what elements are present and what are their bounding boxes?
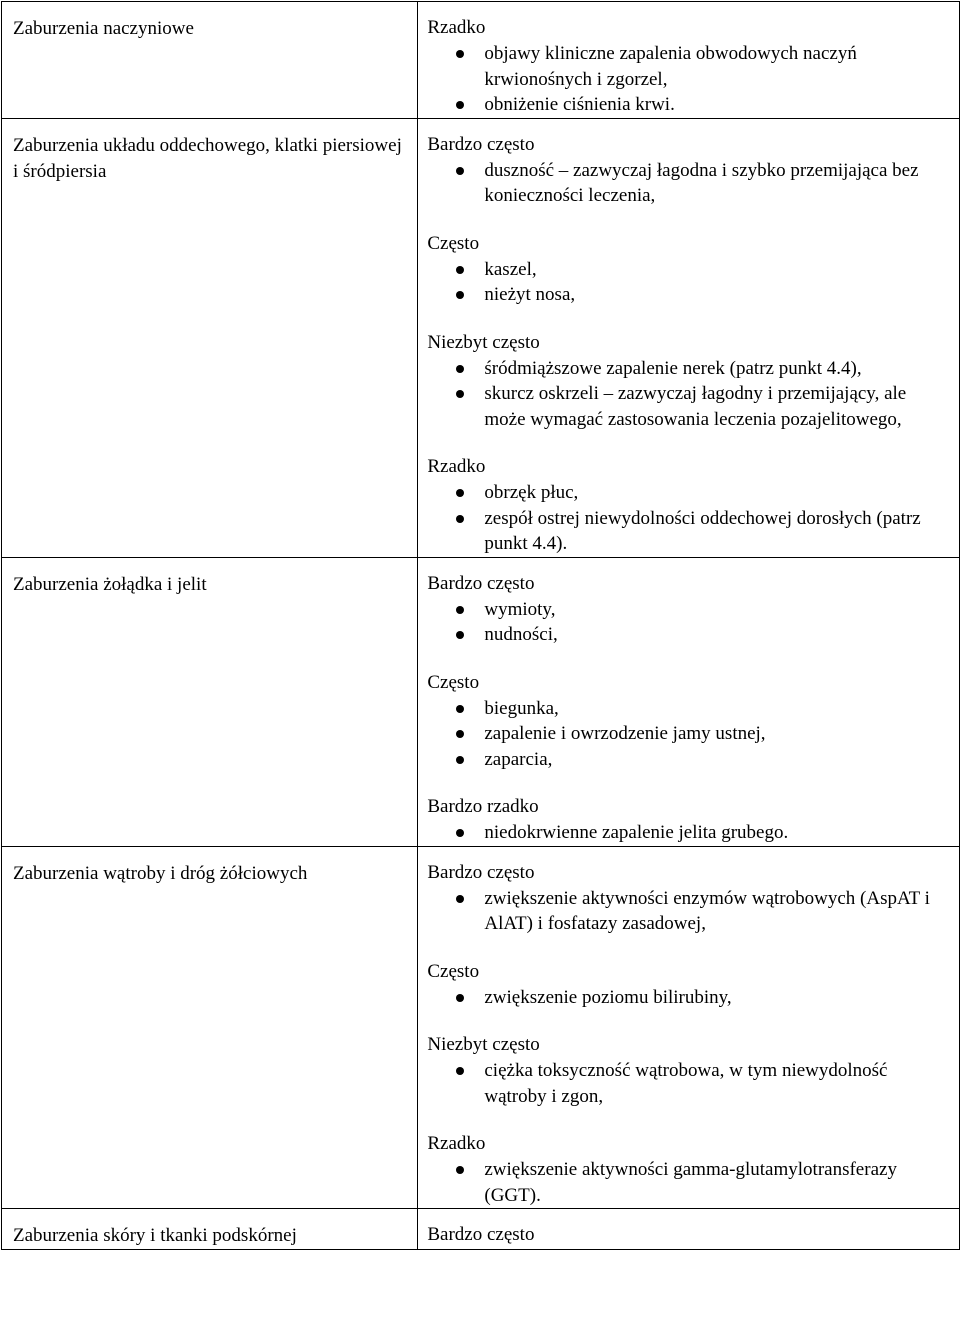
category-label: Zaburzenia układu oddechowego, klatki piersiowej i śródpiersia [13, 134, 402, 182]
list-item: biegunka, [484, 696, 951, 722]
frequency-group [427, 860, 951, 937]
category-label: Zaburzenia skóry i tkanki podskórnej [13, 1225, 297, 1246]
frequency-group [427, 794, 951, 846]
table-row [2, 2, 960, 119]
frequency-label: Często [427, 232, 480, 254]
list-item: wymioty, [484, 597, 951, 623]
list-item: zwiększenie poziomu bilirubiny, [484, 985, 951, 1011]
list-item: nudności, [484, 622, 951, 648]
list-item: nieżyt nosa, [484, 282, 951, 308]
list-item: obniżenie ciśnienia krwi. [484, 92, 951, 118]
list-item: ciężka toksyczność wątrobowa, w tym niewydolność wątroby i zgon, [484, 1058, 951, 1109]
effects-list [427, 41, 951, 118]
category-cell [2, 557, 418, 846]
list-item: zwiększenie aktywności gamma-glutamylotransferazy (GGT). [484, 1157, 951, 1208]
frequency-label: Rzadko [427, 456, 486, 477]
frequency-group [427, 454, 951, 557]
category-label: Zaburzenia wątroby i dróg żółciowych [13, 862, 308, 884]
effects-list [427, 886, 951, 937]
list-item: skurcz oskrzeli – zazwyczaj łagodny i przemijający, ale może wymagać zastosowania leczenia pozajelitowego, [484, 381, 951, 432]
frequency-label: Często [427, 960, 480, 982]
frequency-label: Bardzo często [427, 572, 535, 594]
category-label: Zaburzenia żołądka i jelit [13, 573, 207, 595]
list-item: duszność – zazwyczaj łagodna i szybko przemijająca bez konieczności leczenia, [484, 158, 951, 209]
table-body [2, 2, 960, 1250]
table-row [2, 557, 960, 846]
frequency-group [427, 670, 951, 773]
adverse-effects-table [1, 1, 960, 1250]
category-cell [2, 2, 418, 119]
effects-cell [418, 2, 960, 119]
effects-list [427, 597, 951, 648]
list-item: kaszel, [484, 257, 951, 283]
effects-cell [418, 1209, 960, 1250]
frequency-group [427, 1222, 951, 1248]
effects-list [427, 356, 951, 433]
frequency-label: Bardzo często [427, 861, 535, 883]
list-item: objawy kliniczne zapalenia obwodowych naczyń krwionośnych i zgorzel, [484, 41, 951, 92]
frequency-group [427, 1032, 951, 1109]
effects-cell [418, 557, 960, 846]
category-cell [2, 118, 418, 557]
frequency-label: Niezbyt często [427, 1034, 540, 1055]
effects-list [427, 158, 951, 209]
frequency-group [427, 1131, 951, 1208]
effects-list [427, 985, 951, 1011]
frequency-group [427, 571, 951, 648]
frequency-label: Często [427, 671, 480, 693]
frequency-group [427, 231, 951, 308]
frequency-group [427, 15, 951, 118]
list-item: niedokrwienne zapalenie jelita grubego. [484, 820, 951, 846]
list-item: zwiększenie aktywności enzymów wątrobowych (AspAT i AlAT) i fosfatazy zasadowej, [484, 886, 951, 937]
effects-list [427, 1157, 951, 1208]
effects-list [427, 820, 951, 846]
frequency-label: Bardzo często [427, 133, 535, 155]
category-cell [2, 1209, 418, 1250]
frequency-group [427, 959, 951, 1011]
category-label: Zaburzenia naczyniowe [13, 18, 194, 39]
list-item: obrzęk płuc, [484, 480, 951, 506]
list-item: śródmiąższowe zapalenie nerek (patrz punkt 4.4), [484, 356, 951, 382]
table-row [2, 1209, 960, 1250]
effects-list [427, 257, 951, 308]
effects-list [427, 1058, 951, 1109]
category-cell [2, 846, 418, 1209]
frequency-group [427, 330, 951, 433]
frequency-label: Bardzo rzadko [427, 796, 539, 817]
effects-list [427, 480, 951, 557]
frequency-label: Rzadko [427, 17, 486, 38]
frequency-label: Niezbyt często [427, 331, 540, 353]
frequency-label: Bardzo często [427, 1224, 535, 1245]
frequency-group [427, 132, 951, 209]
list-item: zaparcia, [484, 747, 951, 773]
effects-cell [418, 846, 960, 1209]
list-item: zespół ostrej niewydolności oddechowej dorosłych (patrz punkt 4.4). [484, 506, 951, 557]
list-item: zapalenie i owrzodzenie jamy ustnej, [484, 721, 951, 747]
effects-cell [418, 118, 960, 557]
frequency-label: Rzadko [427, 1133, 486, 1154]
table-row [2, 118, 960, 557]
table-row [2, 846, 960, 1209]
effects-list [427, 696, 951, 773]
